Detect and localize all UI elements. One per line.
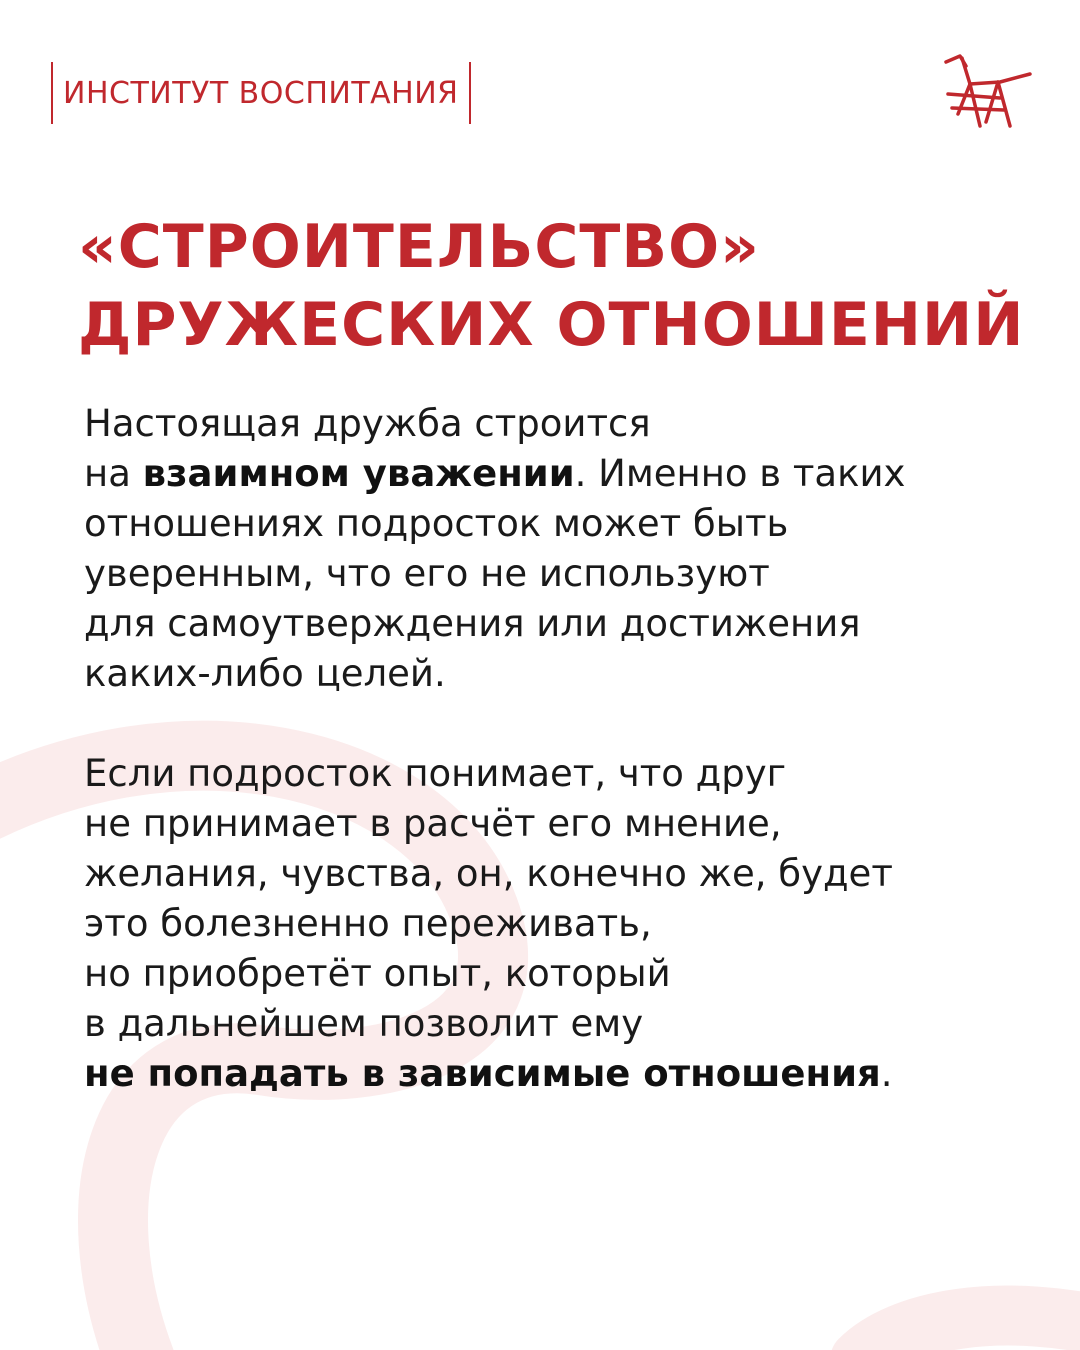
paragraph-1-line-3: отношениях подросток может быть — [84, 502, 789, 545]
line-2-prefix: на — [84, 452, 143, 495]
title-line-2: ДРУЖЕСКИХ ОТНОШЕНИЙ — [78, 290, 1025, 360]
title-line-1: «СТРОИТЕЛЬСТВО» — [78, 212, 760, 282]
emphasis-dependent-relations: не попадать в зависимые отношения — [84, 1052, 881, 1095]
line-7-suffix: . — [880, 1052, 893, 1095]
paragraph-1-line-2 — [84, 449, 1044, 499]
paragraph-2-line-5: но приобретёт опыт, который — [84, 952, 671, 995]
emphasis-mutual-respect: взаимном уважении — [142, 452, 575, 495]
paragraph-2-line-4: это болезненно переживать, — [84, 902, 652, 945]
paragraph-2 — [84, 749, 1044, 1099]
paragraph-2-line-7 — [84, 1049, 1044, 1099]
horse-chair-logo-icon — [940, 52, 1036, 132]
paragraph-2-line-6: в дальнейшем позволит ему — [84, 1002, 644, 1045]
paragraph-2-line-3: желания, чувства, он, конечно же, будет — [84, 852, 893, 895]
paragraph-1 — [84, 399, 1044, 699]
page-title — [78, 208, 1058, 364]
paragraph-2-line-1: Если подросток понимает, что друг — [84, 752, 787, 795]
paragraph-1-line-5: для самоутверждения или достижения — [84, 602, 861, 645]
paragraph-1-line-4: уверенным, что его не используют — [84, 552, 770, 595]
brand-text: ИНСТИТУТ ВОСПИТАНИЯ — [63, 75, 459, 111]
paragraph-1-line-6: каких-либо целей. — [84, 652, 446, 695]
line-2-suffix: . Именно в таких — [574, 452, 906, 495]
brand-label — [51, 62, 471, 124]
paragraph-1-line-1: Настоящая дружба строится — [84, 402, 651, 445]
paragraph-2-line-2: не принимает в расчёт его мнение, — [84, 802, 782, 845]
